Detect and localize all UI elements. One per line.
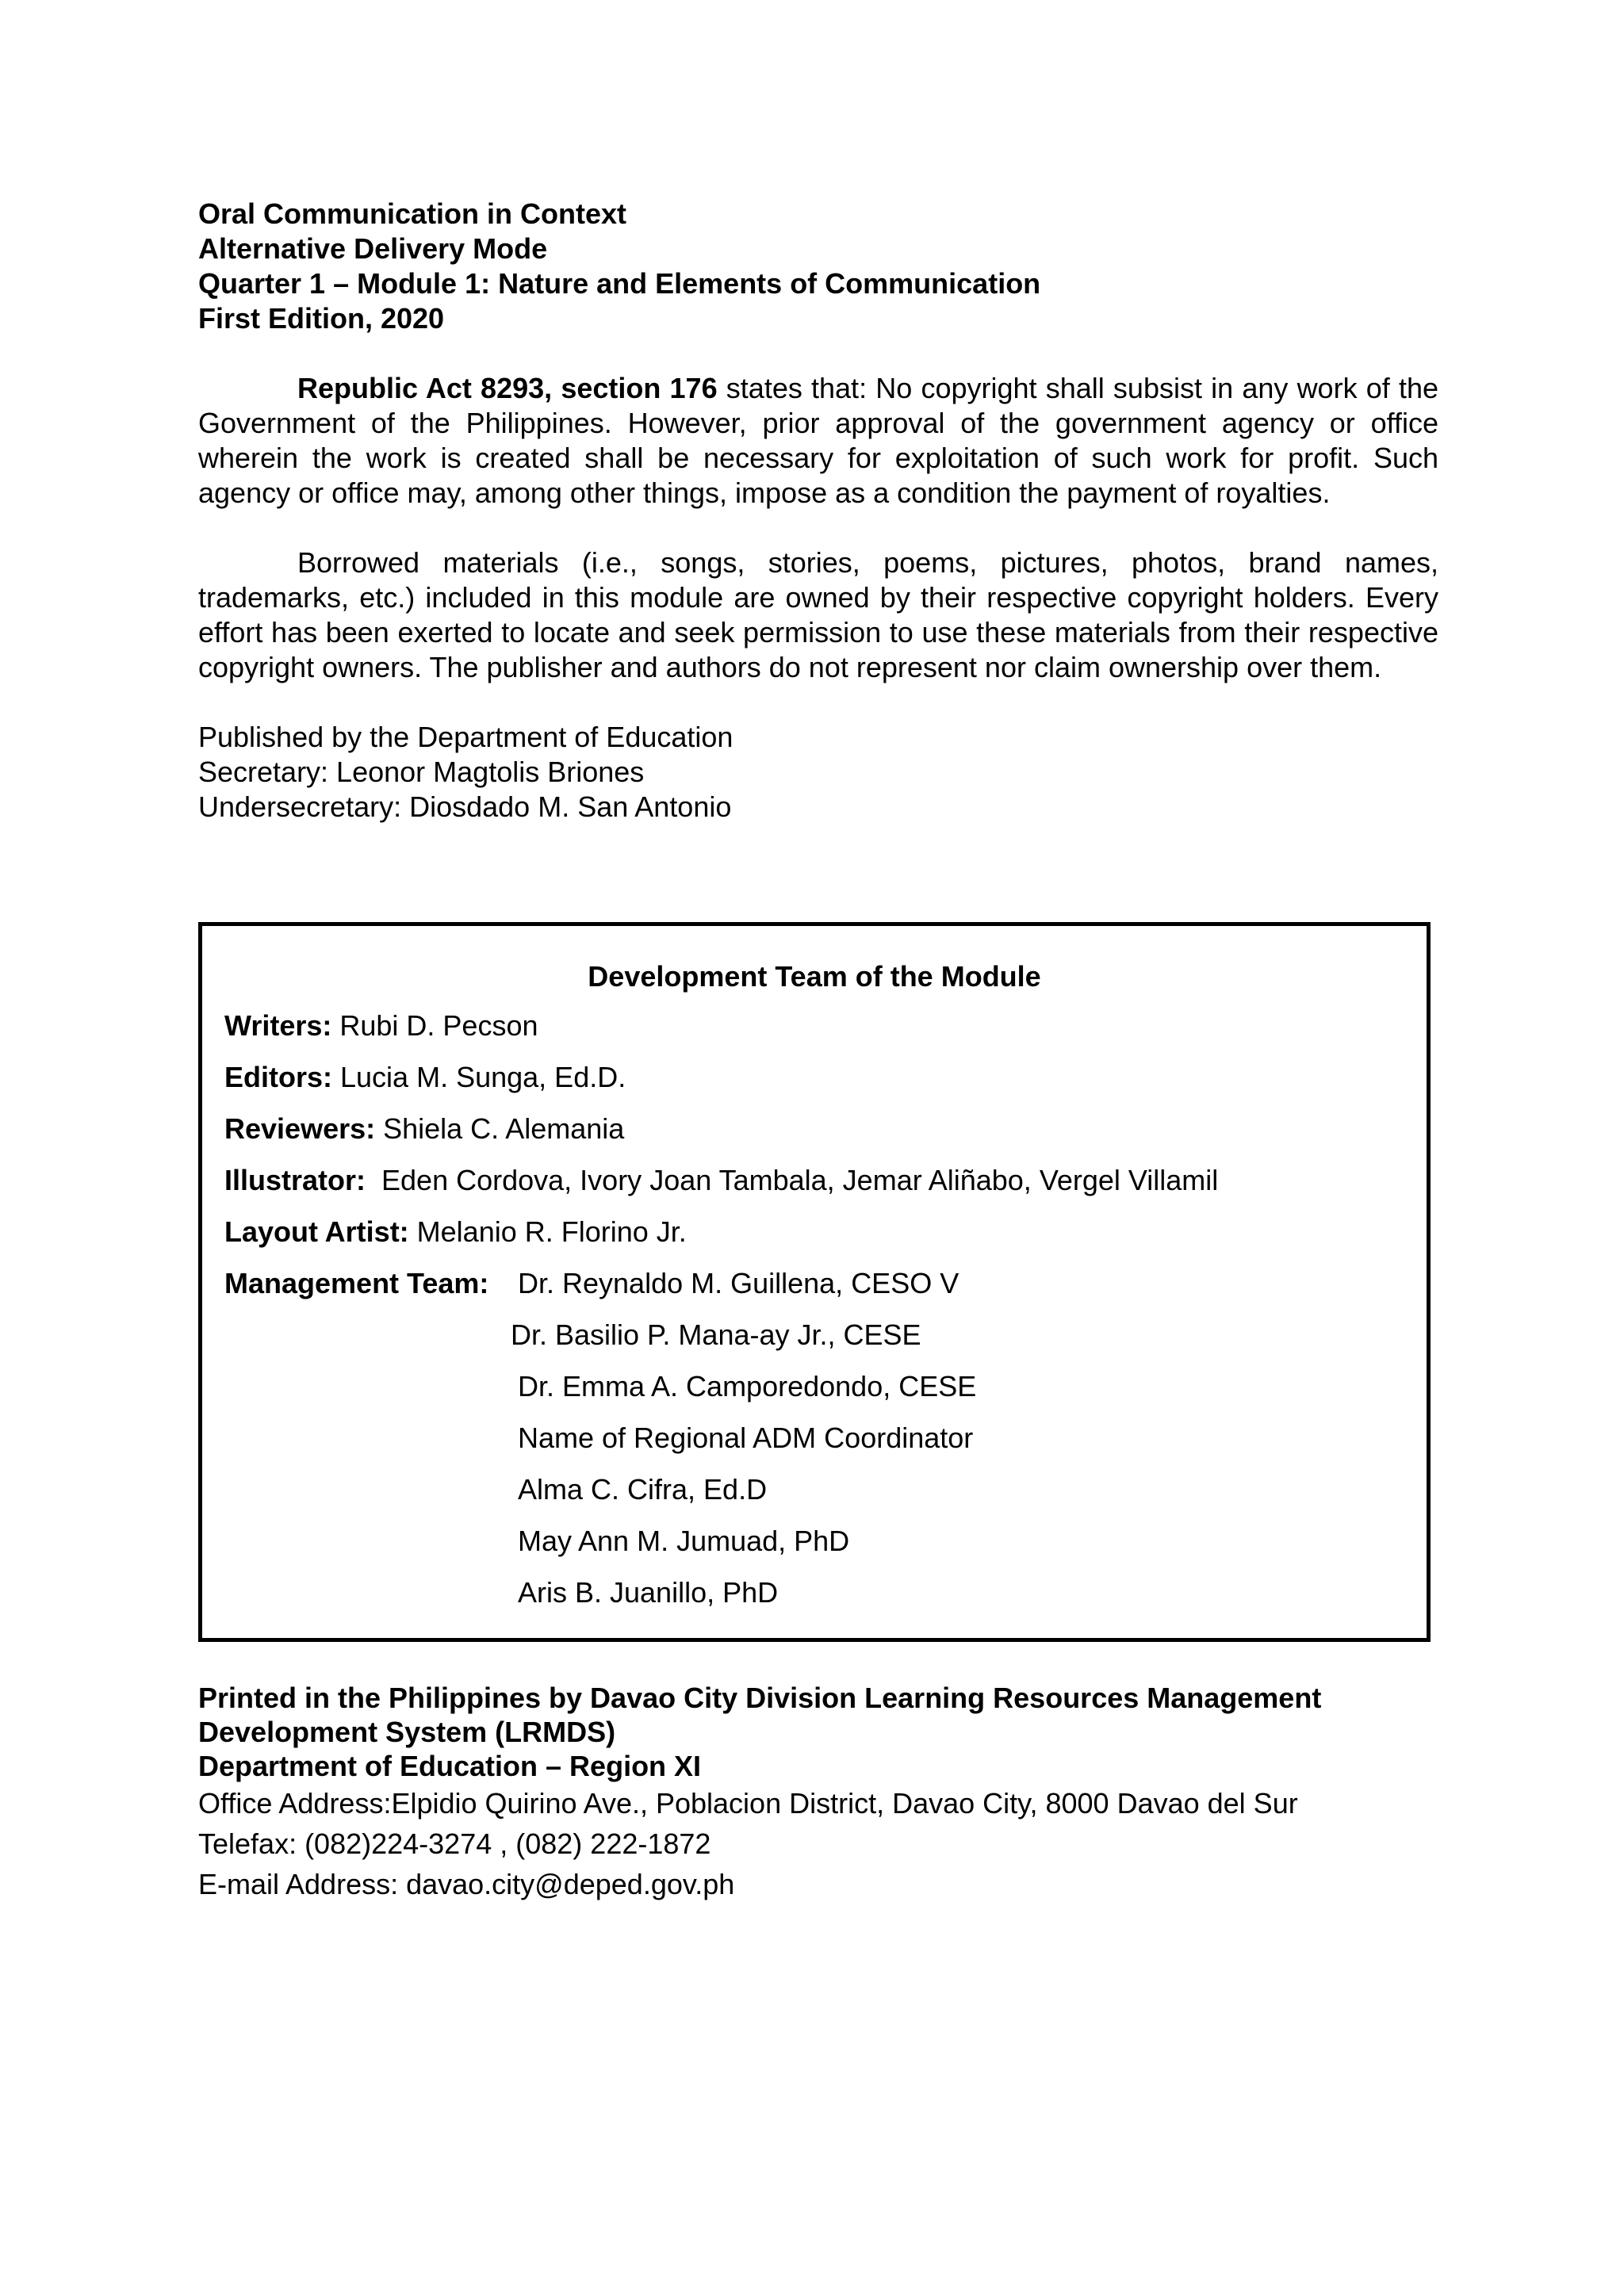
printed-by: Printed in the Philippines by Davao City Division Learning Resources Management Development System (LRMDS): [198, 1682, 1322, 1748]
management-team-label: Management Team:: [224, 1267, 489, 1299]
copyright-law-reference: Republic Act 8293, section 176: [297, 372, 718, 404]
writers-value: Rubi D. Pecson: [331, 1009, 538, 1042]
email-address: E-mail Address: davao.city@deped.gov.ph: [198, 1868, 735, 1900]
writers-row: [224, 1008, 538, 1043]
management-member: Name of Regional ADM Coordinator: [518, 1422, 974, 1454]
subject-title: Oral Communication in Context: [198, 197, 627, 230]
management-member: Alma C. Cifra, Ed.D: [518, 1473, 768, 1506]
editors-label: Editors:: [224, 1061, 333, 1093]
publisher-line: Published by the Department of Education: [198, 721, 733, 753]
front-matter: [198, 197, 1438, 825]
delivery-mode: Alternative Delivery Mode: [198, 232, 548, 265]
illustrator-value: Eden Cordova, Ivory Joan Tambala, Jemar Aliñabo, Vergel Villamil: [366, 1164, 1219, 1196]
writers-label: Writers:: [224, 1009, 332, 1042]
edition: First Edition, 2020: [198, 302, 445, 335]
telefax: Telefax: (082)224-3274 , (082) 222-1872: [198, 1827, 711, 1860]
management-team-row: [224, 1266, 488, 1301]
copyright-text: states that: No copyright shall subsist in any work of the Government of the Philippines. However, prior approval of the government agency or office wherein the work is created shall be necessary for exploitation of such work for profit. Such agency or office may, among other things, impose as a condition the payment of royalties.: [198, 372, 1439, 509]
illustrator-label: Illustrator:: [224, 1164, 366, 1196]
editors-value: Lucia M. Sunga, Ed.D.: [332, 1061, 626, 1093]
layout-artist-row: [224, 1215, 687, 1249]
team-title: Development Team of the Module: [588, 960, 1041, 993]
borrowed-materials-paragraph: Borrowed materials (i.e., songs, stories, poems, pictures, photos, brand names, trademarks, etc.) included in this module are owned by their respective copyright holders. Every effort has been exerted to locate and seek permission to use these materials from their respective copyright owners. The publisher and authors do not represent nor claim ownership over them.: [198, 546, 1438, 683]
management-member: Dr. Basilio P. Mana-ay Jr., CESE: [511, 1318, 921, 1351]
reviewers-value: Shiela C. Alemania: [375, 1112, 625, 1145]
publisher-block: [198, 720, 1438, 825]
region-line: Department of Education – Region XI: [198, 1750, 702, 1782]
reviewers-label: Reviewers:: [224, 1112, 376, 1145]
management-member: Dr. Emma A. Camporedondo, CESE: [518, 1370, 977, 1402]
office-address: Office Address:Elpidio Quirino Ave., Poblacion District, Davao City, 8000 Davao del Sur: [198, 1787, 1298, 1820]
layout-artist-label: Layout Artist:: [224, 1215, 409, 1248]
editors-row: [224, 1060, 626, 1095]
undersecretary-line: Undersecretary: Diosdado M. San Antonio: [198, 790, 732, 823]
development-team-box: [198, 922, 1431, 1642]
illustrator-row: [224, 1163, 1218, 1198]
secretary-line: Secretary: Leonor Magtolis Briones: [198, 756, 645, 788]
copyright-paragraph: [198, 371, 1438, 511]
management-member: Dr. Reynaldo M. Guillena, CESO V: [518, 1267, 959, 1299]
management-member: May Ann M. Jumuad, PhD: [518, 1525, 850, 1557]
management-member: Aris B. Juanillo, PhD: [518, 1576, 779, 1609]
printing-info: [198, 1681, 1467, 1904]
module-title: Quarter 1 – Module 1: Nature and Elements of Communication: [198, 267, 1041, 300]
layout-artist-value: Melanio R. Florino Jr.: [408, 1215, 687, 1248]
reviewers-row: [224, 1112, 624, 1146]
